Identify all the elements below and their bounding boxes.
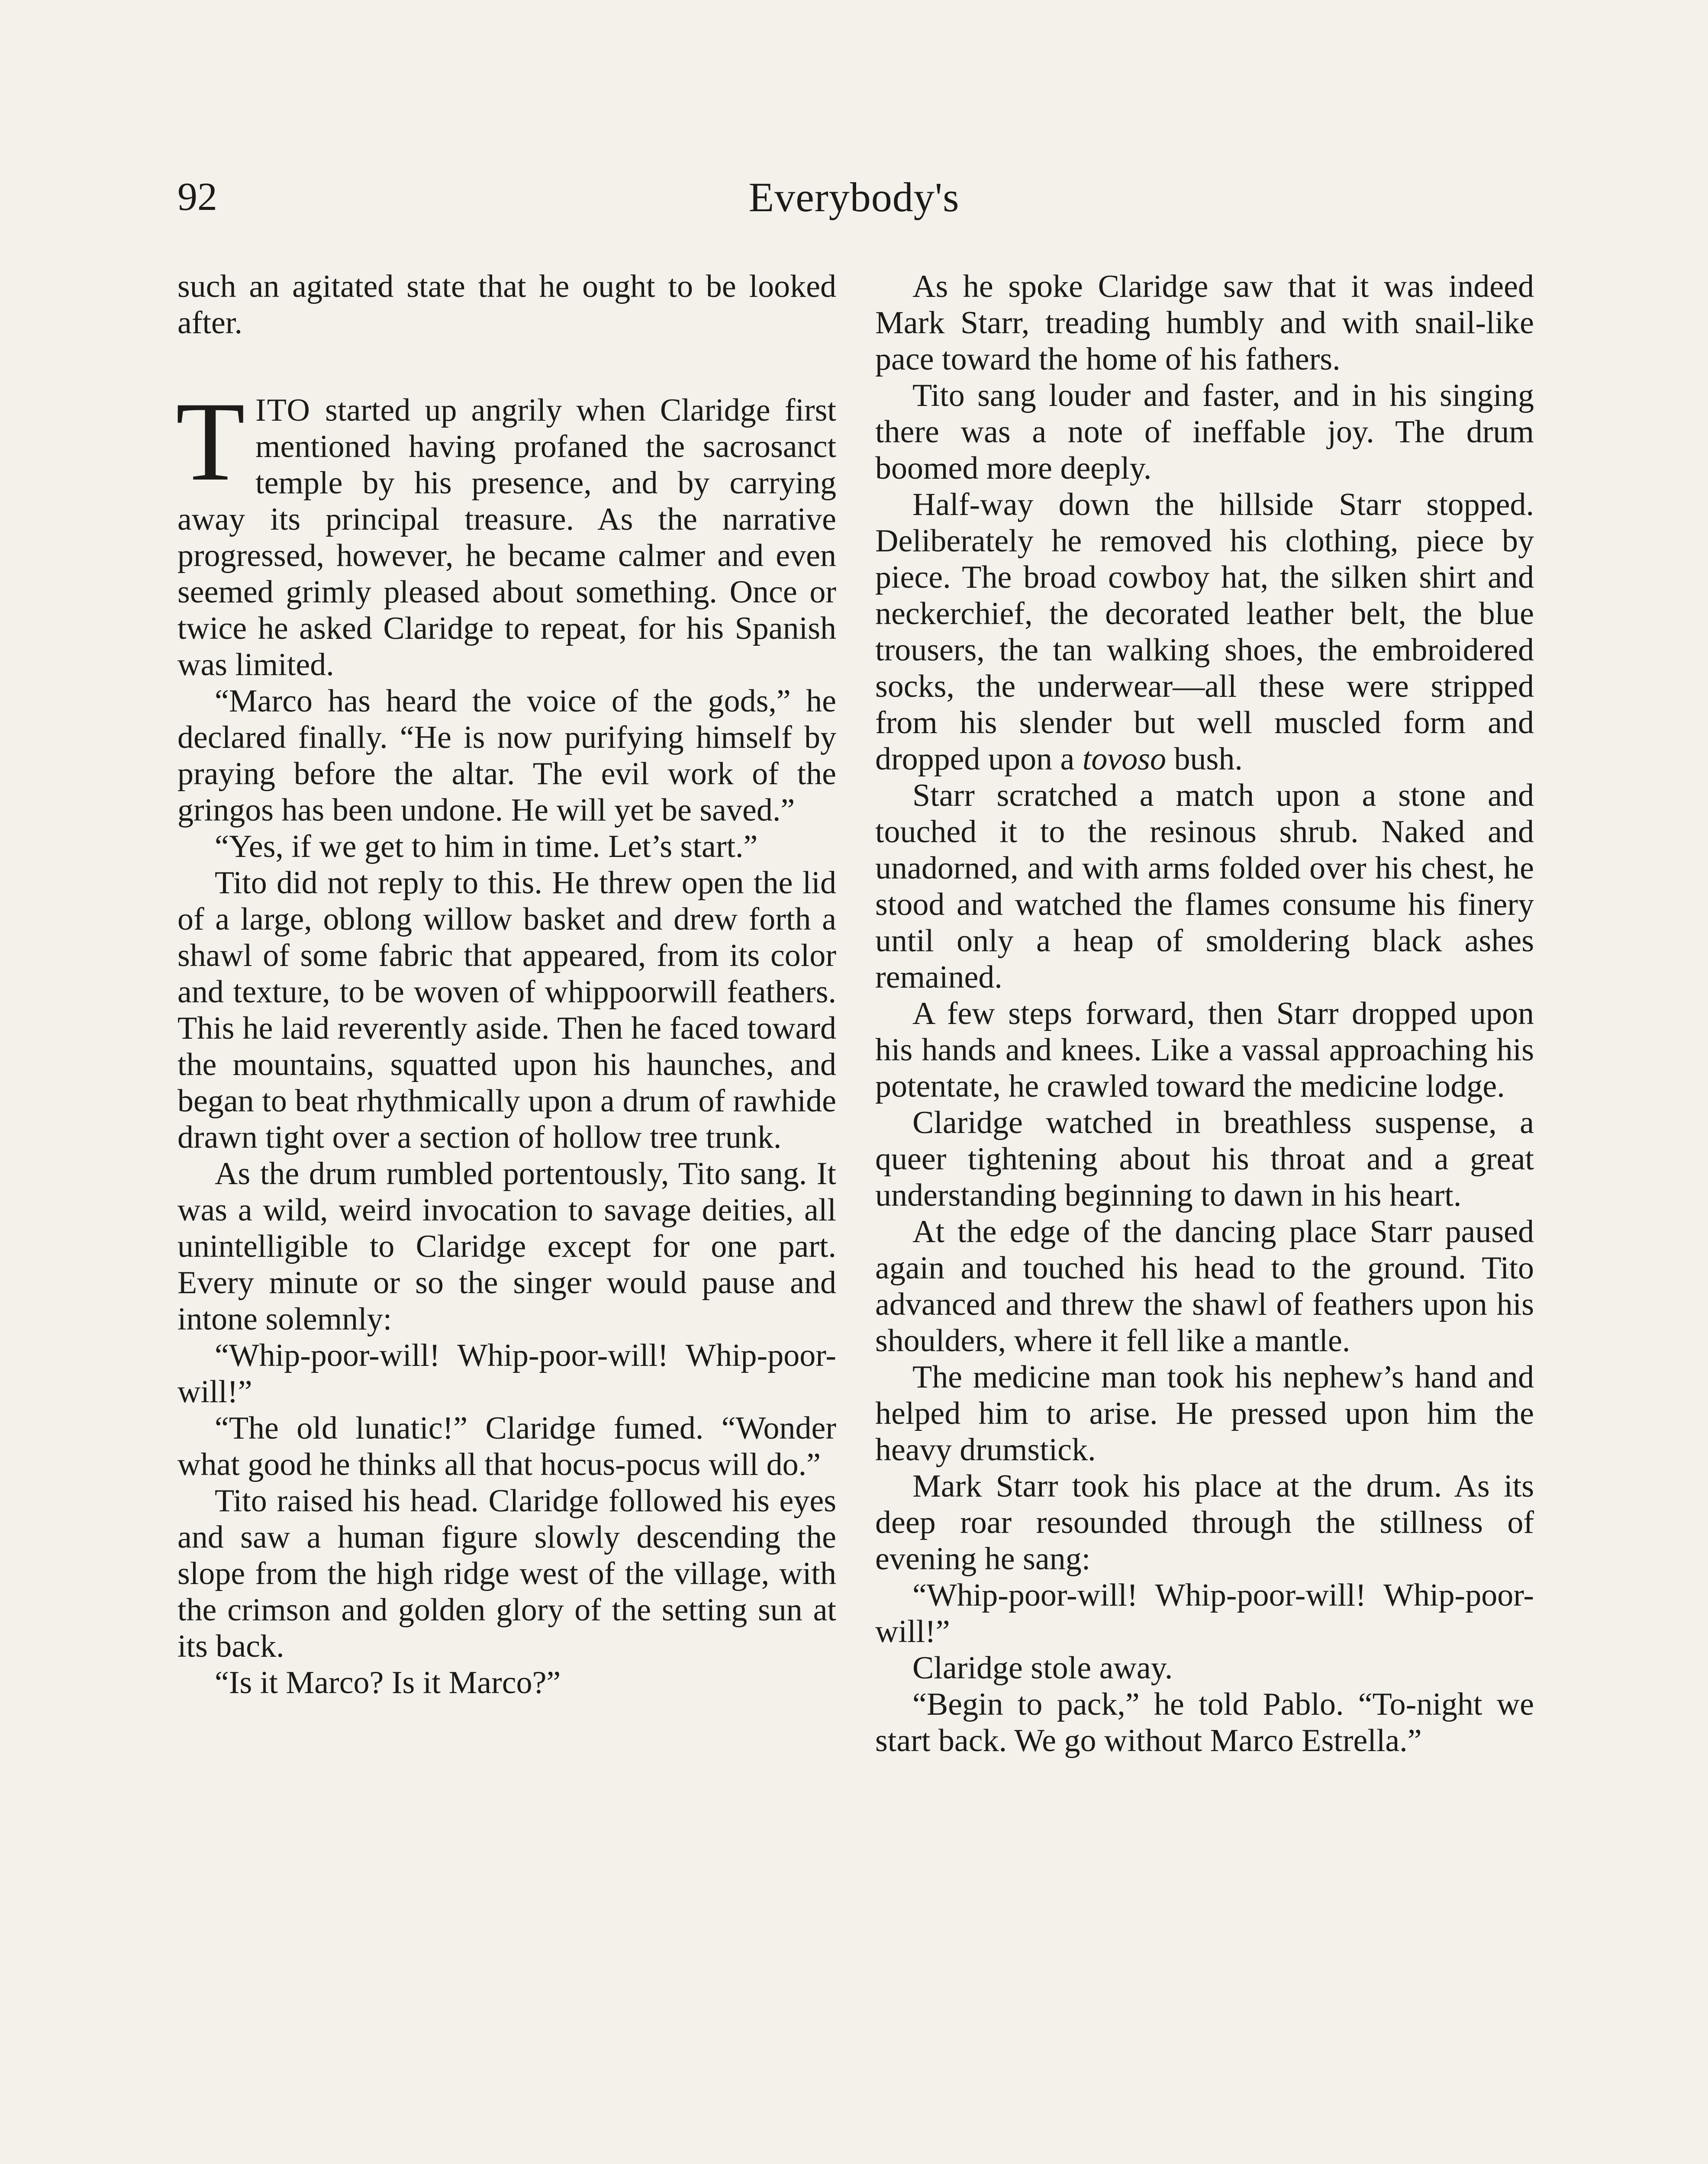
drop-cap-lead-in: ITO xyxy=(255,393,311,428)
paragraph: Tito sang louder and faster, and in his singing there was a note of ineffable joy. The drum boomed more deeply. xyxy=(875,378,1534,486)
paragraph: Mark Starr took his place at the drum. As its deep roar resounded through the stillness of evening he sang: xyxy=(875,1468,1534,1577)
paragraph-text: bush. xyxy=(1166,741,1243,777)
paragraph: Claridge stole away. xyxy=(912,1650,1173,1686)
paragraph-with-drop-cap xyxy=(176,379,836,683)
paragraph: As he spoke Claridge saw that it was indeed Mark Starr, treading humbly and with snail-like pace toward the home of his fathers. xyxy=(875,269,1534,377)
paragraph: Claridge watched in breathless suspense, a queer tightening about his throat and a great understanding beginning to dawn in his heart. xyxy=(875,1105,1534,1213)
paragraph: Starr scratched a match upon a stone and touched it to the resinous shrub. Naked and unadorned, and with arms folded over his chest, he stood and watched the flames consume his finery until only a heap of smoldering black ashes remained. xyxy=(875,778,1534,995)
paragraph: Tito did not reply to this. He threw open the lid of a large, oblong willow basket and drew forth a shawl of some fabric that appeared, from its color and texture, to be woven of whippoorwill feathers. This he laid reverently aside. Then he faced toward the mountains, squatted upon his haunches, and began to beat rhythmically upon a drum of rawhide drawn tight over a section of hollow tree trunk. xyxy=(177,865,836,1155)
paragraph: “Yes, if we get to him in time. Let’s start.” xyxy=(215,829,758,864)
paragraph: At the edge of the dancing place Starr paused again and touched his head to the ground. Tito advanced and threw the shawl of feathers upon his shoulders, where it fell like a mantle. xyxy=(875,1214,1534,1359)
paragraph: “Whip-poor-will! Whip-poor-will! Whip-poor-will!” xyxy=(875,1578,1534,1649)
right-column xyxy=(875,268,1534,1759)
left-column xyxy=(177,268,836,1701)
running-title: Everybody's xyxy=(748,174,960,220)
paragraph: The medicine man took his nephew’s hand and helped him to arise. He pressed upon him the heavy drumstick. xyxy=(875,1359,1534,1468)
paragraph: As the drum rumbled portentously, Tito sang. It was a wild, weird invocation to savage deities, all unintelligible to Claridge except for one part. Every minute or so the singer would pause and intone solemnly: xyxy=(177,1156,836,1337)
italic-word: tovoso xyxy=(1082,741,1167,777)
paragraph: “Is it Marco? Is it Marco?” xyxy=(215,1665,561,1700)
paragraph: “Whip-poor-will! Whip-poor-will! Whip-poor-will!” xyxy=(177,1338,836,1410)
paragraph: A few steps forward, then Starr dropped upon his hands and knees. Like a vassal approaching his potentate, he crawled toward the medicine lodge. xyxy=(875,996,1534,1104)
page-number: 92 xyxy=(177,174,217,219)
paragraph: “The old lunatic!” Claridge fumed. “Wonder what good he thinks all that hocus-pocus will do.” xyxy=(177,1410,836,1482)
paragraph: “Begin to pack,” he told Pablo. “To-night we start back. We go without Marco Estrella.” xyxy=(875,1687,1534,1758)
paragraph xyxy=(875,486,1534,777)
paragraph-text: started up angrily when Claridge first mentioned having profaned the sacrosanct temple by his presence, and by carrying away its principal treasure. As the narrative progressed, however, he became calmer and even seemed grimly pleased about something. Once or twice he asked Claridge to repeat, for his Spanish was limited. xyxy=(177,393,836,683)
paragraph-text: Half-way down the hillside Starr stopped. Deliberately he removed his clothing, piece by piece. The broad cowboy hat, the silken shirt and neckerchief, the decorated leather belt, the blue trousers, the tan walking shoes, the embroidered socks, the underwear—all these were stripped from his slender but well muscled form and dropped upon a xyxy=(875,487,1534,777)
paragraph: “Marco has heard the voice of the gods,” he declared finally. “He is now purifying himself by praying before the altar. The evil work of the gringos has been undone. He will yet be saved.” xyxy=(177,683,836,828)
paragraph: such an agitated state that he ought to be looked after. xyxy=(177,269,836,341)
drop-cap: T xyxy=(176,379,245,504)
paragraph: Tito raised his head. Claridge followed his eyes and saw a human figure slowly descending the slope from the high ridge west of the village, with the crimson and golden glory of the setting sun at its back. xyxy=(177,1483,836,1664)
